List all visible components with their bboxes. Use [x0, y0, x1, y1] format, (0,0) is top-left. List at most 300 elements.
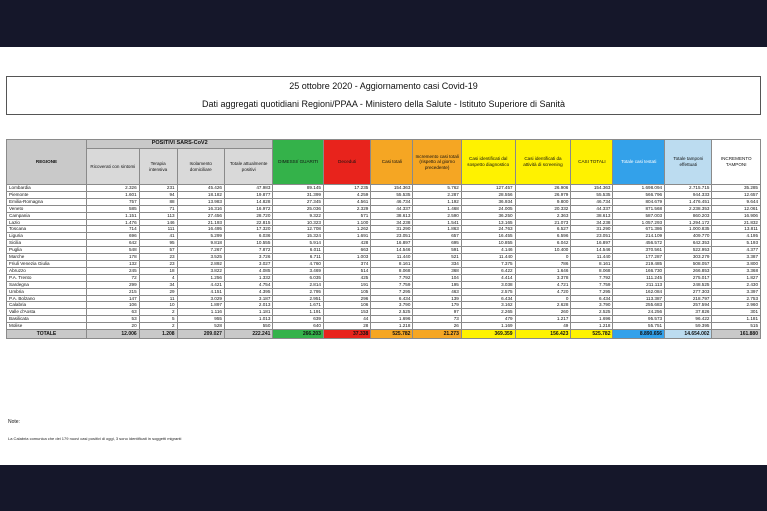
- table-cell: 1.191: [273, 309, 324, 316]
- table-cell: 3.822: [177, 267, 224, 274]
- table-cell: 36.250: [461, 212, 515, 219]
- table-cell: 24.763: [461, 226, 515, 233]
- table-row: [7, 254, 761, 261]
- table-cell: 6.422: [461, 267, 515, 274]
- table-cell: 55.535: [371, 191, 413, 198]
- table-cell: 425: [323, 274, 370, 281]
- table-cell: 955: [177, 316, 224, 323]
- table-cell: 4.414: [461, 274, 515, 281]
- table-cell: 147: [87, 295, 140, 302]
- table-cell: 20: [87, 323, 140, 330]
- table-cell: 219.485: [613, 260, 665, 267]
- table-cell: 8.068: [571, 267, 613, 274]
- table-cell: 303.279: [665, 254, 712, 261]
- table-cell: 4.085: [224, 267, 272, 274]
- table-cell: 166.730: [613, 267, 665, 274]
- table-cell: 16.316: [177, 205, 224, 212]
- total-cell: 14.654.002: [665, 330, 712, 339]
- table-cell: 113: [139, 212, 177, 219]
- table-cell: 179: [413, 302, 461, 309]
- total-cell: 266.203: [273, 330, 324, 339]
- table-cell: 27.345: [273, 198, 324, 205]
- table-cell: 106: [87, 302, 140, 309]
- table-cell: 1.151: [87, 212, 140, 219]
- table-cell: 4.377: [712, 247, 761, 254]
- table-cell: 28.556: [461, 191, 515, 198]
- table-cell: 4.754: [224, 281, 272, 288]
- table-cell: 106: [323, 302, 370, 309]
- table-cell: 9.644: [712, 198, 761, 205]
- table-row: [7, 295, 761, 302]
- table-cell: 18: [139, 267, 177, 274]
- table-cell: 215: [87, 288, 140, 295]
- table-cell: 255.683: [613, 302, 665, 309]
- table-cell: 17.235: [323, 185, 370, 192]
- col-header-casi-testati: Totale casi testati: [613, 140, 665, 185]
- table-cell: 14.828: [224, 198, 272, 205]
- table-cell: 31.290: [571, 226, 613, 233]
- table-row: [7, 309, 761, 316]
- table-cell: 944.333: [665, 191, 712, 198]
- table-cell: 2.951: [273, 295, 324, 302]
- table-cell: 34.238: [371, 219, 413, 226]
- table-cell: 1.217: [515, 316, 571, 323]
- table-cell: 4.421: [177, 281, 224, 288]
- table-cell: 3.397: [712, 288, 761, 295]
- table-cell: 2: [139, 309, 177, 316]
- table-cell: 6.035: [273, 274, 324, 281]
- table-cell: 1.897: [177, 302, 224, 309]
- table-cell: 4.146: [461, 247, 515, 254]
- total-cell: 21.273: [413, 330, 461, 339]
- table-cell: 23.051: [571, 233, 613, 240]
- table-cell: 860.203: [665, 212, 712, 219]
- table-cell: 1.000.835: [665, 226, 712, 233]
- total-cell: 156.423: [515, 330, 571, 339]
- table-cell: 47.983: [224, 185, 272, 192]
- col-header-screening: Casi identificati da attività di screening: [515, 140, 571, 185]
- table-cell: 1.332: [224, 274, 272, 281]
- table-cell: 3.469: [273, 267, 324, 274]
- table-cell: 642.353: [665, 240, 712, 247]
- table-cell: 4.760: [273, 260, 324, 267]
- region-name: Toscana: [7, 226, 87, 233]
- table-cell: 178: [87, 254, 140, 261]
- region-name: Lombardia: [7, 185, 87, 192]
- table-cell: 146: [139, 219, 177, 226]
- table-cell: 5.914: [273, 240, 324, 247]
- table-cell: 1.476: [87, 219, 140, 226]
- region-name: Valle d'Aosta: [7, 309, 87, 316]
- table-cell: 2.753: [712, 295, 761, 302]
- table-cell: 24.256: [613, 309, 665, 316]
- table-cell: 177.287: [613, 254, 665, 261]
- total-cell: 12.006: [87, 330, 140, 339]
- table-cell: 139: [413, 295, 461, 302]
- table-cell: 245: [87, 267, 140, 274]
- table-cell: 26.979: [515, 191, 571, 198]
- region-name: Puglia: [7, 247, 87, 254]
- covid-data-table: [6, 139, 761, 339]
- table-cell: 72: [87, 274, 140, 281]
- table-cell: 2.795: [273, 288, 324, 295]
- table-cell: 1.218: [571, 323, 613, 330]
- table-row: [7, 226, 761, 233]
- table-cell: 111: [139, 226, 177, 233]
- table-cell: 1.100: [323, 219, 370, 226]
- total-cell: 8.890.656: [613, 330, 665, 339]
- table-cell: 23: [139, 260, 177, 267]
- table-cell: 871.568: [613, 205, 665, 212]
- table-cell: 6.434: [461, 295, 515, 302]
- table-cell: 55.535: [571, 191, 613, 198]
- col-header-incremento-casi: Incremento casi totali (rispetto al giorno precedente): [413, 140, 461, 185]
- region-name: Friuli Venezia Giulia: [7, 260, 87, 267]
- col-header-terapia-intensiva: Terapia intensiva: [139, 149, 177, 185]
- table-cell: 9.322: [273, 212, 324, 219]
- table-cell: 299: [87, 281, 140, 288]
- table-cell: 46.734: [571, 198, 613, 205]
- table-cell: 6.527: [515, 226, 571, 233]
- notes-title: Note:: [8, 419, 20, 425]
- region-name: Calabria: [7, 302, 87, 309]
- table-cell: 1.192: [413, 198, 461, 205]
- table-cell: 97: [413, 309, 461, 316]
- table-cell: 4.259: [323, 191, 370, 198]
- table-cell: 96.422: [665, 316, 712, 323]
- table-cell: 248.525: [665, 281, 712, 288]
- table-cell: 3.800: [712, 260, 761, 267]
- table-cell: 12.657: [712, 191, 761, 198]
- table-cell: 3.726: [224, 254, 272, 261]
- table-cell: 1.671: [273, 302, 324, 309]
- table-cell: 2.715.715: [665, 185, 712, 192]
- table-cell: 1.262: [323, 226, 370, 233]
- table-row: [7, 267, 761, 274]
- table-cell: 12.708: [273, 226, 324, 233]
- table-cell: 479: [461, 316, 515, 323]
- col-header-casi-totali: Casi totali: [371, 140, 413, 185]
- table-row: [7, 198, 761, 205]
- table-cell: 162.084: [613, 288, 665, 295]
- table-cell: 36.934: [461, 198, 515, 205]
- table-cell: 696: [87, 233, 140, 240]
- table-cell: 1.169: [461, 323, 515, 330]
- table-cell: 38.613: [371, 212, 413, 219]
- table-cell: 1.646: [515, 267, 571, 274]
- table-cell: 18.182: [177, 191, 224, 198]
- table-cell: 1.218: [371, 323, 413, 330]
- table-cell: 1.696: [371, 316, 413, 323]
- table-cell: 6.596: [515, 233, 571, 240]
- table-cell: 7.295: [371, 288, 413, 295]
- table-row: [7, 323, 761, 330]
- region-name: P.A. Bolzano: [7, 295, 87, 302]
- table-cell: 44: [323, 316, 370, 323]
- region-name: Veneto: [7, 205, 87, 212]
- table-cell: 53: [87, 316, 140, 323]
- table-cell: 19.877: [224, 191, 272, 198]
- total-cell: 369.359: [461, 330, 515, 339]
- table-cell: 13.165: [461, 219, 515, 226]
- table-cell: 34: [139, 281, 177, 288]
- table-row: [7, 247, 761, 254]
- notes-text: La Calabria comunica che dei 179 nuovi casi positivi di oggi, 3 sono identificati in soggetti migranti: [8, 436, 182, 441]
- table-cell: 231: [139, 185, 177, 192]
- total-cell: 37.338: [323, 330, 370, 339]
- region-name: Marche: [7, 254, 87, 261]
- table-cell: 105: [323, 288, 370, 295]
- table-row: [7, 191, 761, 198]
- table-cell: 642: [87, 240, 140, 247]
- table-cell: 528: [177, 323, 224, 330]
- table-cell: 1.468: [413, 205, 461, 212]
- table-cell: 7.759: [371, 281, 413, 288]
- table-cell: 1.476.451: [665, 198, 712, 205]
- table-cell: 374: [323, 260, 370, 267]
- table-cell: 2.892: [177, 260, 224, 267]
- table-cell: 4.721: [515, 281, 571, 288]
- table-cell: 409.770: [665, 233, 712, 240]
- table-cell: 41: [139, 233, 177, 240]
- table-cell: 566.796: [613, 191, 665, 198]
- region-name: Sicilia: [7, 240, 87, 247]
- table-cell: 5.193: [712, 240, 761, 247]
- table-cell: 3.525: [177, 254, 224, 261]
- table-cell: 2.287: [413, 191, 461, 198]
- table-cell: 1.827: [712, 274, 761, 281]
- table-cell: 24.005: [461, 205, 515, 212]
- table-cell: 0: [515, 254, 571, 261]
- table-cell: 16.897: [371, 240, 413, 247]
- table-row: [7, 288, 761, 295]
- table-cell: 4.151: [177, 288, 224, 295]
- table-cell: 218.797: [665, 295, 712, 302]
- table-row: [7, 260, 761, 267]
- table-cell: 21.073: [515, 219, 571, 226]
- table-cell: 89.145: [273, 185, 324, 192]
- table-row: [7, 302, 761, 309]
- region-name: Molise: [7, 323, 87, 330]
- table-cell: 14.546: [371, 247, 413, 254]
- table-cell: 55.751: [613, 323, 665, 330]
- table-cell: 214.109: [613, 233, 665, 240]
- table-cell: 2: [139, 323, 177, 330]
- col-header-deceduti: Deceduti: [323, 140, 370, 185]
- table-cell: 1.057.293: [613, 219, 665, 226]
- table-cell: 7.759: [571, 281, 613, 288]
- table-cell: 10.555: [224, 240, 272, 247]
- table-cell: 7.872: [224, 247, 272, 254]
- table-row: [7, 281, 761, 288]
- table-cell: 514: [323, 267, 370, 274]
- table-cell: 1.116: [177, 309, 224, 316]
- table-cell: 1.863: [413, 226, 461, 233]
- table-cell: 16.972: [224, 205, 272, 212]
- table-cell: 49: [515, 323, 571, 330]
- table-cell: 46.734: [371, 198, 413, 205]
- table-cell: 1.013: [224, 316, 272, 323]
- col-header-ricoverati: Ricoverati con sintomi: [87, 149, 140, 185]
- table-cell: 639: [273, 316, 324, 323]
- col-header-sospetto-diagnostico: Casi identificati dal sospetto diagnostico: [461, 140, 515, 185]
- region-name: Piemonte: [7, 191, 87, 198]
- table-cell: 28: [323, 323, 370, 330]
- total-cell: 525.782: [571, 330, 613, 339]
- table-cell: 260: [515, 309, 571, 316]
- total-cell: 161.880: [712, 330, 761, 339]
- table-cell: 16.897: [571, 240, 613, 247]
- table-cell: 8.161: [371, 260, 413, 267]
- report-header: [6, 76, 761, 115]
- table-cell: 1.698.094: [613, 185, 665, 192]
- table-cell: 59.395: [665, 323, 712, 330]
- table-cell: 44.337: [571, 205, 613, 212]
- table-cell: 104: [413, 274, 461, 281]
- table-cell: 154.363: [571, 185, 613, 192]
- table-cell: 2.430: [712, 281, 761, 288]
- table-cell: 548: [87, 247, 140, 254]
- table-cell: 7.792: [371, 274, 413, 281]
- region-name: Abruzzo: [7, 267, 87, 274]
- table-row: [7, 212, 761, 219]
- table-cell: 4.561: [323, 198, 370, 205]
- report-sheet: [0, 47, 767, 465]
- table-cell: 4.395: [224, 288, 272, 295]
- table-cell: 111.245: [613, 274, 665, 281]
- table-cell: 6.011: [273, 247, 324, 254]
- table-cell: 94: [139, 191, 177, 198]
- table-cell: 26.906: [515, 185, 571, 192]
- table-cell: 154.363: [371, 185, 413, 192]
- col-header-casi-totali-2: CASI TOTALI: [571, 140, 613, 185]
- table-cell: 368: [413, 267, 461, 274]
- table-cell: 21.193: [177, 219, 224, 226]
- table-cell: 522.953: [665, 247, 712, 254]
- table-cell: 275.017: [665, 274, 712, 281]
- total-cell: 525.782: [371, 330, 413, 339]
- table-cell: 2.575: [461, 288, 515, 295]
- table-cell: 195: [413, 281, 461, 288]
- table-row: [7, 274, 761, 281]
- table-cell: 44.337: [371, 205, 413, 212]
- table-cell: 296: [323, 295, 370, 302]
- table-cell: 3.790: [371, 302, 413, 309]
- table-cell: 3.038: [461, 281, 515, 288]
- table-cell: 71: [139, 205, 177, 212]
- table-cell: 38.613: [571, 212, 613, 219]
- col-header-tamponi: Totale tamponi effettuati: [665, 140, 712, 185]
- table-cell: 15.324: [273, 233, 324, 240]
- table-cell: 2.363: [515, 212, 571, 219]
- table-cell: 2.814: [273, 281, 324, 288]
- table-cell: 34.238: [571, 219, 613, 226]
- table-cell: 7.375: [461, 260, 515, 267]
- table-cell: 23: [139, 254, 177, 261]
- table-cell: 16.455: [461, 233, 515, 240]
- table-row: [7, 240, 761, 247]
- table-cell: 23.051: [371, 233, 413, 240]
- table-cell: 1.256: [177, 274, 224, 281]
- table-cell: 57: [139, 247, 177, 254]
- table-cell: 521: [413, 254, 461, 261]
- table-cell: 266.853: [665, 267, 712, 274]
- table-cell: 8.161: [571, 260, 613, 267]
- table-cell: 31.399: [273, 191, 324, 198]
- table-cell: 0: [515, 295, 571, 302]
- table-cell: 10.400: [515, 247, 571, 254]
- table-cell: 9.818: [177, 240, 224, 247]
- table-cell: 13.811: [712, 226, 761, 233]
- table-cell: 2.265: [461, 309, 515, 316]
- table-cell: 714: [87, 226, 140, 233]
- table-cell: 2.013: [224, 302, 272, 309]
- table-cell: 3.162: [461, 302, 515, 309]
- table-cell: 1.181: [712, 316, 761, 323]
- total-row: [7, 330, 761, 339]
- table-cell: 370.561: [613, 247, 665, 254]
- table-cell: 153: [323, 309, 370, 316]
- table-cell: 3.790: [571, 302, 613, 309]
- table-cell: 2.590: [413, 212, 461, 219]
- table-cell: 21.832: [712, 219, 761, 226]
- table-cell: 587.003: [613, 212, 665, 219]
- table-cell: 95.573: [613, 316, 665, 323]
- table-cell: 640: [273, 323, 324, 330]
- table-cell: 88: [139, 198, 177, 205]
- table-cell: 3.378: [515, 274, 571, 281]
- table-cell: 8.068: [371, 267, 413, 274]
- table-cell: 591: [413, 247, 461, 254]
- table-cell: 3.387: [712, 254, 761, 261]
- region-name: Basilicata: [7, 316, 87, 323]
- table-cell: 301: [712, 309, 761, 316]
- table-row: [7, 219, 761, 226]
- col-header-incremento-tamponi: INCREMENTO TAMPONI: [712, 140, 761, 185]
- table-cell: 27.456: [177, 212, 224, 219]
- table-cell: 4.720: [515, 288, 571, 295]
- region-header: REGIONE: [7, 140, 87, 185]
- table-cell: 277.303: [665, 288, 712, 295]
- table-cell: 73: [413, 316, 461, 323]
- col-header-isolamento: Isolamento domiciliare: [177, 149, 224, 185]
- table-cell: 2.525: [571, 309, 613, 316]
- table-cell: 37.826: [665, 309, 712, 316]
- table-cell: 786: [515, 260, 571, 267]
- table-cell: 334: [413, 260, 461, 267]
- table-cell: 26: [413, 323, 461, 330]
- table-cell: 3.368: [712, 267, 761, 274]
- table-cell: 6.434: [371, 295, 413, 302]
- table-cell: 2.525: [371, 309, 413, 316]
- table-cell: 63: [87, 309, 140, 316]
- table-cell: 5: [139, 316, 177, 323]
- region-name: P.A. Trento: [7, 274, 87, 281]
- table-cell: 14.546: [571, 247, 613, 254]
- table-cell: 663: [323, 247, 370, 254]
- table-cell: 12.061: [712, 205, 761, 212]
- table-cell: 463: [413, 288, 461, 295]
- region-name: Umbria: [7, 288, 87, 295]
- table-cell: 127.457: [461, 185, 515, 192]
- table-row: [7, 316, 761, 323]
- table-cell: 11: [139, 295, 177, 302]
- table-cell: 11.440: [371, 254, 413, 261]
- table-cell: 45.426: [177, 185, 224, 192]
- total-label: TOTALE: [7, 330, 87, 339]
- table-cell: 6.711: [273, 254, 324, 261]
- table-cell: 7.295: [571, 288, 613, 295]
